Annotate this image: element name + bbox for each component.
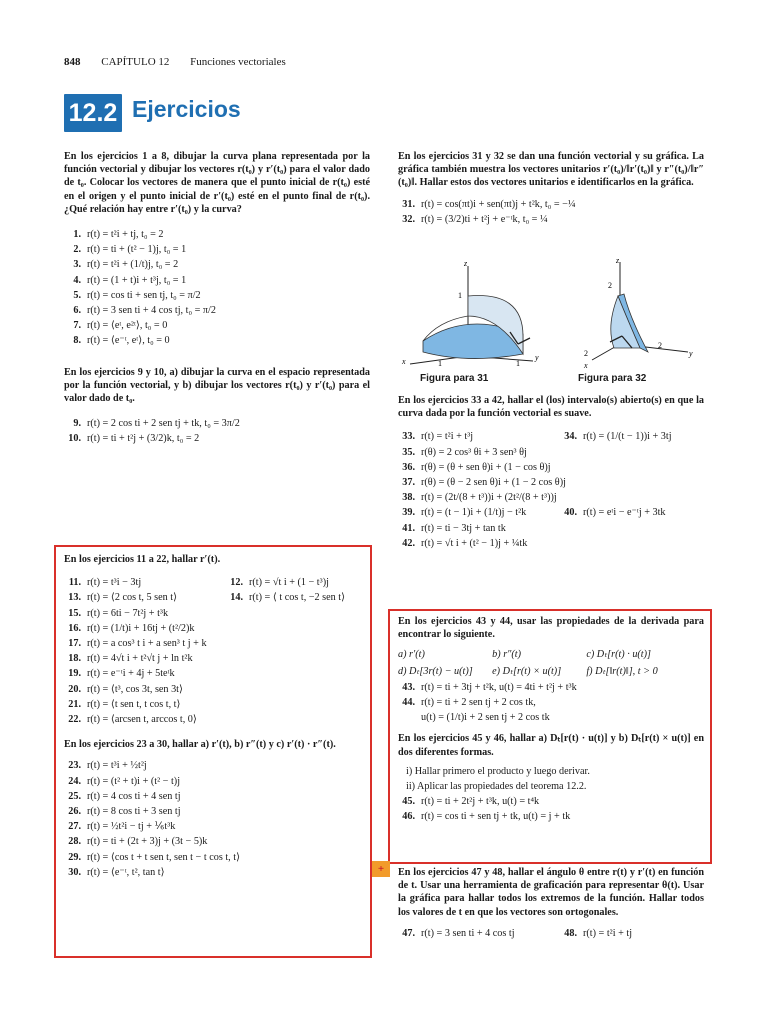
exercise-formula: r(t) = 3 sen ti + 4 cos tj bbox=[421, 927, 515, 939]
exercise-number: 46. bbox=[402, 811, 415, 823]
fig31-x-label: x bbox=[402, 357, 406, 366]
exercise-item bbox=[64, 274, 370, 287]
exercise-instructions-45-46: En los ejercicios 45 y 46, hallar a) Dₜ[r(t) · u(t)] y b) Dₜ[r(t) × u(t)] en dos diferentes formas. bbox=[398, 733, 704, 758]
exercise-formula: r(t) = 6ti − 7t²j + t³k bbox=[87, 607, 169, 619]
exercise-formula: r(t) = ⟨t sen t, t cos t, t⟩ bbox=[87, 698, 181, 710]
exercise-item bbox=[398, 198, 704, 211]
fig32-x-tick: 2 bbox=[584, 349, 588, 358]
method-step: i) Hallar primero el producto y luego derivar. bbox=[406, 765, 590, 777]
exercise-item bbox=[64, 622, 362, 635]
exercise-item bbox=[64, 790, 362, 803]
exercise-pair-row bbox=[64, 591, 362, 604]
exercise-number: 30. bbox=[68, 866, 81, 878]
exercise-item bbox=[398, 491, 704, 504]
exercise-formula: r(t) = ½t²i − tj + ⅙t³k bbox=[87, 821, 176, 833]
exercise-item bbox=[398, 927, 560, 940]
exercise-number: 24. bbox=[68, 775, 81, 787]
exercise-number: 34. bbox=[564, 431, 577, 443]
exercise-formula: r(t) = ⟨eᵗ, e²ᵗ⟩, t₀ = 0 bbox=[87, 320, 168, 332]
exercise-formula: r(t) = ⟨cos t + t sen t, sen t − t cos t, t⟩ bbox=[87, 851, 241, 863]
exercise-formula: r(t) = t³i + ½t²j bbox=[87, 760, 147, 772]
exercise-formula: r(t) = ⟨2 cos t, 5 sen t⟩ bbox=[87, 592, 178, 604]
left-boxed-content bbox=[64, 553, 362, 881]
exercise-pair-row bbox=[398, 927, 704, 940]
exercise-number: 27. bbox=[68, 821, 81, 833]
exercise-item bbox=[64, 258, 370, 271]
exercise-number: 4. bbox=[73, 274, 81, 286]
exercise-formula: r(t) = √t i + (1 − t³)j bbox=[249, 577, 329, 589]
exercise-number: 43. bbox=[402, 681, 415, 693]
exercise-number: 36. bbox=[402, 461, 415, 473]
right-column-mid bbox=[398, 394, 704, 552]
exercise-instructions-23-30: En los ejercicios 23 a 30, hallar a) r′(t), b) r″(t) y c) r′(t) · r″(t). bbox=[64, 739, 336, 751]
exercise-number: 19. bbox=[68, 668, 81, 680]
exercise-item bbox=[64, 432, 370, 445]
exercise-instructions-1-8: En los ejercicios 1 a 8, dibujar la curva plana representada por la función vectorial y dibujar los vectores r(t₀) y r′(t₀) para el valor dado de t₀. Colocar los vectores de manera que el punto inicial de r(t₀) esté en el origen y el punto inicial de r′(t₀) esté en el punto final de r(t₀). ¿Qué relación hay entre r′(t₀) y la curva? bbox=[64, 151, 370, 215]
exercise-instructions-9-10: En los ejercicios 9 y 10, a) dibujar la curva en el espacio representada por la función vectorial, y b) dibujar los vectores r(t₀) y r′(t₀) para el valor dado de t₀. bbox=[64, 366, 370, 405]
exercise-formula: r(t) = 8 cos ti + 3 sen tj bbox=[87, 806, 181, 818]
exercise-formula: r(t) = (t − 1)i + (1/t)j − t²k bbox=[421, 507, 527, 519]
exercise-item bbox=[64, 228, 370, 241]
exercise-number: 3. bbox=[73, 259, 81, 271]
exercise-formula: r(t) = 4√t i + t²√t j + ln t²k bbox=[87, 653, 193, 665]
exercise-item bbox=[64, 866, 362, 879]
exercise-formula: r(t) = (3/2)ti + t²j + e⁻ᵗk, t₀ = ¼ bbox=[421, 213, 548, 225]
exercise-item bbox=[398, 537, 704, 550]
exercise-number: 15. bbox=[68, 607, 81, 619]
exercise-formula: r(t) = ⟨t³, cos 3t, sen 3t⟩ bbox=[87, 683, 183, 695]
figure-32 bbox=[578, 256, 698, 371]
exercise-number: 41. bbox=[402, 522, 415, 534]
exercise-formula: r(t) = eᵗi − e⁻ᵗj + 3tk bbox=[583, 507, 666, 519]
section-number-badge: 12.2 bbox=[64, 94, 122, 132]
exercise-formula: r(t) = ⟨ t cos t, −2 sen t⟩ bbox=[249, 592, 346, 604]
exercise-formula: u(t) = (1/t)i + 2 sen tj + 2 cos tk bbox=[421, 712, 550, 724]
exercise-item bbox=[560, 506, 666, 519]
exercise-instructions-43-44: En los ejercicios 43 y 44, usar las propiedades de la derivada para encontrar lo siguiente. bbox=[398, 616, 704, 641]
exercise-formula: r(t) = ti + t²j + (3/2)k, t₀ = 2 bbox=[87, 433, 200, 445]
margin-marker-icon: + bbox=[372, 861, 390, 877]
exercise-number: 8. bbox=[73, 335, 81, 347]
exercise-number: 17. bbox=[68, 638, 81, 650]
exercise-formula: r(t) = t²i + (1/t)j, t₀ = 2 bbox=[87, 259, 179, 271]
exercise-number: 35. bbox=[402, 446, 415, 458]
derivative-part: b) r″(t) bbox=[492, 649, 522, 661]
exercise-number: 45. bbox=[402, 796, 415, 808]
fig32-y-label: y bbox=[689, 349, 693, 358]
derivative-part: f) Dₜ[‖r(t)‖], t > 0 bbox=[586, 665, 658, 677]
left-column bbox=[64, 150, 370, 448]
exercise-formula: r(t) = ⟨arcsen t, arccos t, 0⟩ bbox=[87, 714, 197, 726]
fig32-y-tick: 2 bbox=[658, 341, 662, 350]
exercise-instructions-47-48: En los ejercicios 47 y 48, hallar el ángulo θ entre r(t) y r′(t) en función de t. Usar una herramienta de graficación para representar θ(t). Usar la gráfica para hallar todos los extremos de la función. Hallar todos los valores de t en que los vectores son ortogonales. bbox=[398, 867, 704, 918]
exercise-number: 12. bbox=[230, 577, 243, 589]
exercise-number: 14. bbox=[230, 592, 243, 604]
fig31-z-label: z bbox=[464, 259, 468, 268]
exercise-item bbox=[64, 683, 362, 696]
exercise-number: 16. bbox=[68, 622, 81, 634]
exercise-item bbox=[226, 591, 345, 604]
exercise-item bbox=[398, 461, 704, 474]
exercise-item bbox=[64, 607, 362, 620]
exercise-instructions-11-22: En los ejercicios 11 a 22, hallar r′(t). bbox=[64, 554, 221, 565]
exercise-item bbox=[226, 576, 329, 589]
exercise-formula: r(t) = ⟨e⁻ᵗ, eᵗ⟩, t₀ = 0 bbox=[87, 335, 170, 347]
exercise-number: 10. bbox=[68, 433, 81, 445]
exercise-formula: r(t) = (1/t)i + 16tj + (t²/2)k bbox=[87, 622, 195, 634]
exercise-number: 48. bbox=[564, 927, 577, 939]
exercise-number: 47. bbox=[402, 927, 415, 939]
exercise-formula: r(t) = cos ti + sen tj + tk, u(t) = j + tk bbox=[421, 811, 571, 823]
exercise-formula: r(t) = 3 sen ti + 4 cos tj, t₀ = π/2 bbox=[87, 305, 216, 317]
exercise-instructions-33-42: En los ejercicios 33 a 42, hallar el (los) intervalo(s) abierto(s) en que la curva dada por la función vectorial es suave. bbox=[398, 395, 704, 420]
exercise-item bbox=[64, 576, 226, 589]
exercise-item bbox=[64, 243, 370, 256]
exercise-number: 7. bbox=[73, 320, 81, 332]
exercise-formula: r(t) = cos(πt)i + sen(πt)j + t²k, t₀ = −¼ bbox=[421, 198, 576, 210]
exercise-formula: r(t) = cos ti + sen tj, t₀ = π/2 bbox=[87, 289, 201, 301]
derivative-part: c) Dₜ[r(t) · u(t)] bbox=[586, 649, 651, 661]
exercise-item bbox=[560, 927, 632, 940]
derivative-part: a) r′(t) bbox=[398, 649, 425, 661]
exercise-number: 5. bbox=[73, 289, 81, 301]
exercise-number: 13. bbox=[68, 592, 81, 604]
exercise-formula: r(t) = √t i + (t² − 1)j + ¼tk bbox=[421, 537, 528, 549]
exercise-item bbox=[398, 795, 704, 808]
exercise-item bbox=[398, 522, 704, 535]
exercise-item bbox=[64, 713, 362, 726]
exercise-number: 37. bbox=[402, 477, 415, 489]
exercise-item bbox=[64, 652, 362, 665]
exercise-item bbox=[398, 681, 704, 694]
exercise-item bbox=[64, 334, 370, 347]
exercise-formula: r(t) = ti + 2 sen tj + 2 cos tk, bbox=[421, 697, 536, 709]
derivative-part: e) Dₜ[r(t) × u(t)] bbox=[492, 665, 562, 677]
exercise-formula: r(t) = e⁻ᵗi + 4j + 5teᵗk bbox=[87, 668, 175, 680]
exercise-formula: r(t) = (1 + t)i + t³j, t₀ = 1 bbox=[87, 274, 187, 286]
fig31-x-tick: 1 bbox=[438, 359, 442, 368]
exercise-formula: r(t) = a cos³ t i + a sen³ t j + k bbox=[87, 638, 207, 650]
right-boxed-content bbox=[398, 615, 704, 826]
exercise-formula: r(t) = (1/(t − 1))i + 3tj bbox=[583, 431, 672, 443]
exercise-number: 22. bbox=[68, 714, 81, 726]
figure-31 bbox=[398, 256, 548, 371]
exercise-number: 38. bbox=[402, 492, 415, 504]
exercise-number: 2. bbox=[73, 244, 81, 256]
exercise-item bbox=[64, 289, 370, 302]
exercise-item bbox=[398, 696, 704, 709]
exercise-number: 31. bbox=[402, 198, 415, 210]
exercise-item bbox=[64, 667, 362, 680]
running-header bbox=[64, 56, 286, 68]
exercise-item bbox=[398, 213, 704, 226]
exercise-number: 28. bbox=[68, 836, 81, 848]
exercise-item bbox=[560, 430, 672, 443]
exercise-number: 33. bbox=[402, 431, 415, 443]
exercise-number: 26. bbox=[68, 806, 81, 818]
exercise-formula: r(t) = (2t/(8 + t³))i + (2t²/(8 + t³))j bbox=[421, 492, 557, 504]
exercise-number: 25. bbox=[68, 790, 81, 802]
exercise-number: 21. bbox=[68, 698, 81, 710]
exercise-formula: r(t) = t³i − 3tj bbox=[87, 577, 142, 589]
method-step: ii) Aplicar las propiedades del teorema 12.2. bbox=[406, 781, 587, 793]
exercise-item bbox=[64, 417, 370, 430]
exercise-formula: r(θ) = (θ + sen θ)i + (1 − cos θ)j bbox=[421, 461, 551, 473]
exercise-number: 39. bbox=[402, 507, 415, 519]
exercise-pair-row bbox=[398, 430, 704, 443]
exercise-item bbox=[64, 851, 362, 864]
exercise-item bbox=[64, 775, 362, 788]
exercise-item bbox=[398, 810, 704, 823]
exercise-item bbox=[64, 319, 370, 332]
fig32-z-tick: 2 bbox=[608, 281, 612, 290]
exercise-item bbox=[64, 637, 362, 650]
chapter-label: CAPÍTULO 12 bbox=[101, 56, 170, 68]
exercise-item bbox=[398, 446, 704, 459]
exercise-item bbox=[398, 430, 560, 443]
exercise-number: 18. bbox=[68, 653, 81, 665]
exercise-formula: r(t) = ti + 3tj + t²k, u(t) = 4ti + t²j + t³k bbox=[421, 681, 577, 693]
figure-31-caption: Figura para 31 bbox=[420, 373, 489, 384]
exercise-number: 23. bbox=[68, 760, 81, 772]
exercise-pair-row bbox=[398, 506, 704, 519]
exercise-item bbox=[64, 759, 362, 772]
exercise-formula: r(t) = ti + 2t²j + t³k, u(t) = t⁴k bbox=[421, 796, 540, 808]
exercise-formula: r(θ) = 2 cos³ θi + 3 sen³ θj bbox=[421, 446, 527, 458]
exercise-formula: r(t) = (t² + t)i + (t² − t)j bbox=[87, 775, 181, 787]
fig31-y-tick: 1 bbox=[516, 359, 520, 368]
exercise-number: 44. bbox=[402, 697, 415, 709]
exercise-formula: r(θ) = (θ − 2 sen θ)i + (1 − 2 cos θ)j bbox=[421, 477, 566, 489]
exercise-formula: r(t) = ti + (2t + 3)j + (3t − 5)k bbox=[87, 836, 208, 848]
exercise-item bbox=[64, 835, 362, 848]
exercise-item bbox=[64, 304, 370, 317]
fig32-z-label: z bbox=[616, 256, 620, 265]
exercise-item bbox=[398, 506, 560, 519]
exercise-item bbox=[64, 820, 362, 833]
right-column-bottom bbox=[398, 866, 704, 942]
fig31-z-tick: 1 bbox=[458, 291, 462, 300]
exercise-formula: r(t) = t²i + t³j bbox=[421, 431, 474, 443]
exercise-number: 11. bbox=[68, 577, 81, 589]
exercise-formula: r(t) = 2 cos ti + 2 sen tj + tk, t₀ = 3π/2 bbox=[87, 418, 240, 430]
exercise-number: 42. bbox=[402, 537, 415, 549]
fig31-y-label: y bbox=[535, 353, 539, 362]
exercise-number: 20. bbox=[68, 683, 81, 695]
exercise-item bbox=[64, 698, 362, 711]
page-number: 848 bbox=[64, 56, 81, 68]
exercise-instructions-31-32: En los ejercicios 31 y 32 se dan una función vectorial y su gráfica. La gráfica también muestra los vectores unitarios r′(t₀)/‖r′(t₀)‖ y r″(t₀)/‖r″(t₀)‖. Hallar estos dos vectores unitarios e identificarlos en la gráfica. bbox=[398, 151, 704, 189]
exercise-formula: r(t) = ti − 3tj + tan tk bbox=[421, 522, 506, 534]
exercise-item bbox=[64, 591, 226, 604]
derivative-part: d) Dₜ[3r(t) − u(t)] bbox=[398, 665, 473, 677]
exercise-number: 6. bbox=[73, 305, 81, 317]
exercise-number: 29. bbox=[68, 851, 81, 863]
fig32-x-label: x bbox=[584, 361, 588, 370]
exercise-formula: r(t) = ti + (t² − 1)j, t₀ = 1 bbox=[87, 244, 187, 256]
exercise-item bbox=[64, 805, 362, 818]
chapter-title: Funciones vectoriales bbox=[190, 56, 286, 68]
exercise-formula: r(t) = ⟨e⁻ᵗ, t², tan t⟩ bbox=[87, 866, 165, 878]
section-title: Ejercicios bbox=[132, 96, 241, 122]
exercise-number: 32. bbox=[402, 213, 415, 225]
exercise-formula: r(t) = 4 cos ti + 4 sen tj bbox=[87, 790, 181, 802]
exercise-item bbox=[398, 711, 704, 724]
exercise-formula: r(t) = t²i + tj, t₀ = 2 bbox=[87, 229, 164, 241]
exercise-item bbox=[398, 476, 704, 489]
right-column bbox=[398, 150, 704, 228]
figure-32-caption: Figura para 32 bbox=[578, 373, 647, 384]
exercise-number: 1. bbox=[73, 229, 81, 241]
exercise-number: 40. bbox=[564, 507, 577, 519]
exercise-number: 9. bbox=[73, 418, 81, 430]
exercise-pair-row bbox=[64, 576, 362, 589]
exercise-formula: r(t) = t²i + tj bbox=[583, 927, 633, 939]
